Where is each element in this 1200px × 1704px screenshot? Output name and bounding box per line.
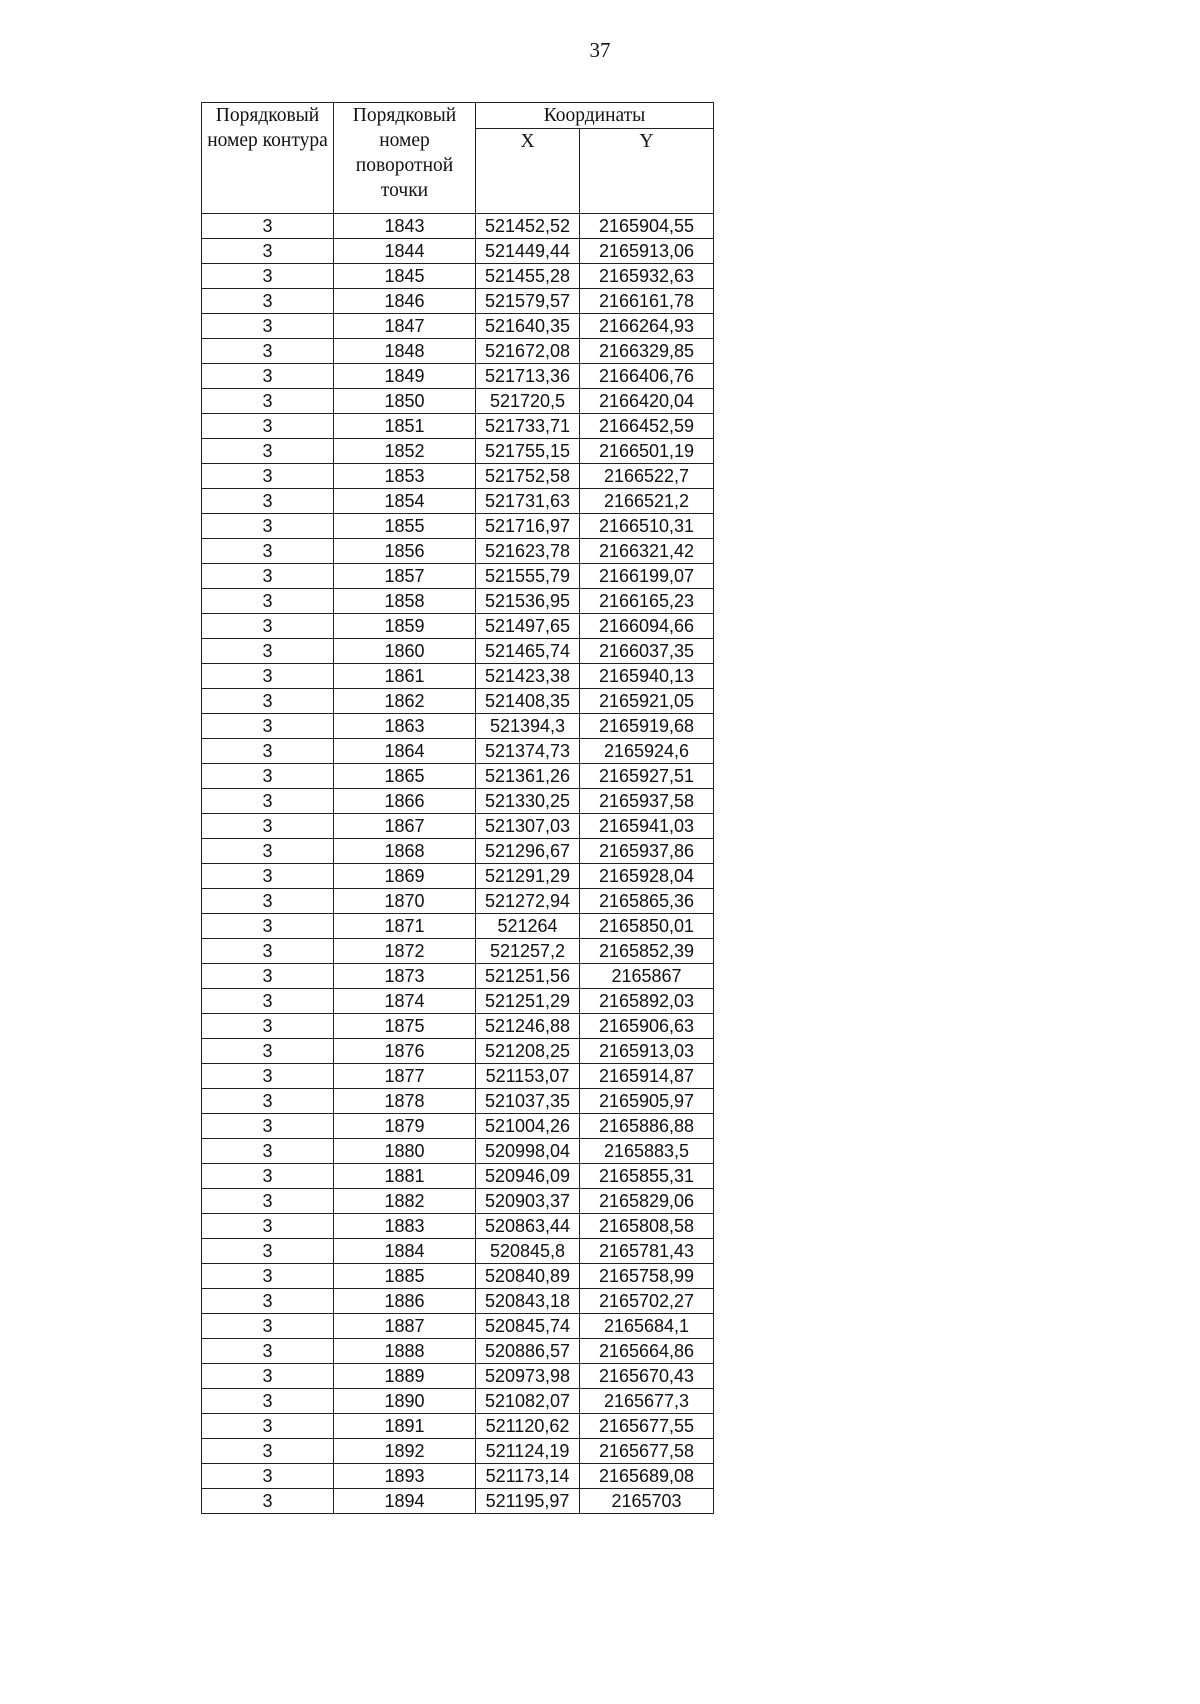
- y-coordinate-cell: 2165703: [580, 1489, 714, 1514]
- x-coordinate-cell: 521296,67: [476, 839, 580, 864]
- y-coordinate-cell: 2166165,23: [580, 589, 714, 614]
- table-row: [202, 314, 714, 339]
- y-coordinate-cell: 2166501,19: [580, 439, 714, 464]
- table-row: [202, 1164, 714, 1189]
- table-row: [202, 364, 714, 389]
- y-coordinate-cell: 2166420,04: [580, 389, 714, 414]
- y-coordinate-cell: 2165855,31: [580, 1164, 714, 1189]
- y-coordinate-cell: 2165886,88: [580, 1114, 714, 1139]
- y-coordinate-cell: 2165906,63: [580, 1014, 714, 1039]
- x-coordinate-cell: 521272,94: [476, 889, 580, 914]
- y-coordinate-cell: 2165867: [580, 964, 714, 989]
- contour-header-line2: номер контура: [207, 130, 328, 151]
- table-row: [202, 864, 714, 889]
- point-number-cell: 1847: [334, 314, 476, 339]
- table-row: [202, 614, 714, 639]
- x-coordinate-cell: 521455,28: [476, 264, 580, 289]
- point-number-cell: 1884: [334, 1239, 476, 1264]
- contour-number-cell: 3: [202, 1214, 334, 1239]
- y-coordinate-cell: 2165904,55: [580, 214, 714, 239]
- x-coordinate-cell: 521713,36: [476, 364, 580, 389]
- table-row: [202, 689, 714, 714]
- x-coordinate-cell: 521120,62: [476, 1414, 580, 1439]
- y-coordinate-cell: 2166452,59: [580, 414, 714, 439]
- x-coordinate-cell: 521579,57: [476, 289, 580, 314]
- contour-number-header: [202, 103, 334, 214]
- table-row: [202, 914, 714, 939]
- table-row: [202, 1189, 714, 1214]
- point-number-cell: 1893: [334, 1464, 476, 1489]
- x-coordinate-cell: 521251,29: [476, 989, 580, 1014]
- point-number-cell: 1887: [334, 1314, 476, 1339]
- table-row: [202, 1289, 714, 1314]
- table-row: [202, 1389, 714, 1414]
- table-row: [202, 1089, 714, 1114]
- contour-number-cell: 3: [202, 1239, 334, 1264]
- contour-number-cell: 3: [202, 414, 334, 439]
- x-coordinate-cell: 520843,18: [476, 1289, 580, 1314]
- table-row: [202, 339, 714, 364]
- point-number-cell: 1871: [334, 914, 476, 939]
- table-row: [202, 1114, 714, 1139]
- contour-number-cell: 3: [202, 714, 334, 739]
- table-row: [202, 1314, 714, 1339]
- point-number-cell: 1879: [334, 1114, 476, 1139]
- table-body: [202, 214, 714, 1514]
- x-coordinate-cell: 521004,26: [476, 1114, 580, 1139]
- point-number-cell: 1876: [334, 1039, 476, 1064]
- point-number-cell: 1882: [334, 1189, 476, 1214]
- table-row: [202, 1339, 714, 1364]
- table-row: [202, 1014, 714, 1039]
- point-number-cell: 1850: [334, 389, 476, 414]
- coordinates-table: [201, 102, 714, 1514]
- x-coordinate-cell: 521291,29: [476, 864, 580, 889]
- table-row: [202, 539, 714, 564]
- y-coordinate-cell: 2165684,1: [580, 1314, 714, 1339]
- point-number-cell: 1865: [334, 764, 476, 789]
- y-coordinate-cell: 2165883,5: [580, 1139, 714, 1164]
- x-coordinate-cell: 520863,44: [476, 1214, 580, 1239]
- y-coordinate-cell: 2165689,08: [580, 1464, 714, 1489]
- table-row: [202, 489, 714, 514]
- table-row: [202, 714, 714, 739]
- contour-number-cell: 3: [202, 1289, 334, 1314]
- table-row: [202, 939, 714, 964]
- x-coordinate-cell: 521497,65: [476, 614, 580, 639]
- y-coordinate-cell: 2165914,87: [580, 1064, 714, 1089]
- coordinates-header: Координаты: [476, 103, 714, 129]
- y-coordinate-cell: 2165670,43: [580, 1364, 714, 1389]
- contour-number-cell: 3: [202, 939, 334, 964]
- contour-number-cell: 3: [202, 739, 334, 764]
- contour-number-cell: 3: [202, 1389, 334, 1414]
- contour-number-cell: 3: [202, 664, 334, 689]
- x-coordinate-cell: 521330,25: [476, 789, 580, 814]
- y-coordinate-cell: 2166521,2: [580, 489, 714, 514]
- table-row: [202, 1489, 714, 1514]
- point-number-cell: 1873: [334, 964, 476, 989]
- point-number-header: [334, 103, 476, 214]
- contour-number-cell: 3: [202, 1114, 334, 1139]
- y-header: Y: [580, 129, 714, 214]
- point-number-cell: 1874: [334, 989, 476, 1014]
- y-coordinate-cell: 2165913,06: [580, 239, 714, 264]
- point-number-cell: 1869: [334, 864, 476, 889]
- point-number-cell: 1855: [334, 514, 476, 539]
- table-row: [202, 639, 714, 664]
- y-coordinate-cell: 2165829,06: [580, 1189, 714, 1214]
- contour-number-cell: 3: [202, 989, 334, 1014]
- x-coordinate-cell: 521731,63: [476, 489, 580, 514]
- y-coordinate-cell: 2165808,58: [580, 1214, 714, 1239]
- table-row: [202, 264, 714, 289]
- table-row: [202, 764, 714, 789]
- point-number-cell: 1888: [334, 1339, 476, 1364]
- contour-number-cell: 3: [202, 564, 334, 589]
- point-number-cell: 1886: [334, 1289, 476, 1314]
- x-coordinate-cell: 520845,74: [476, 1314, 580, 1339]
- y-coordinate-cell: 2165781,43: [580, 1239, 714, 1264]
- table-row: [202, 1214, 714, 1239]
- point-number-cell: 1877: [334, 1064, 476, 1089]
- point-number-cell: 1851: [334, 414, 476, 439]
- x-coordinate-cell: 520903,37: [476, 1189, 580, 1214]
- x-coordinate-cell: 521307,03: [476, 814, 580, 839]
- point-number-cell: 1845: [334, 264, 476, 289]
- contour-number-cell: 3: [202, 239, 334, 264]
- table-row: [202, 789, 714, 814]
- y-coordinate-cell: 2165941,03: [580, 814, 714, 839]
- table-row: [202, 1064, 714, 1089]
- contour-number-cell: 3: [202, 1464, 334, 1489]
- table-row: [202, 1439, 714, 1464]
- contour-number-cell: 3: [202, 314, 334, 339]
- x-coordinate-cell: 521195,97: [476, 1489, 580, 1514]
- table-row: [202, 1264, 714, 1289]
- point-header-line4: точки: [380, 180, 429, 201]
- y-coordinate-cell: 2165865,36: [580, 889, 714, 914]
- contour-number-cell: 3: [202, 264, 334, 289]
- contour-number-cell: 3: [202, 339, 334, 364]
- table-row: [202, 239, 714, 264]
- point-number-cell: 1859: [334, 614, 476, 639]
- x-coordinate-cell: 521361,26: [476, 764, 580, 789]
- y-coordinate-cell: 2165924,6: [580, 739, 714, 764]
- y-coordinate-cell: 2166406,76: [580, 364, 714, 389]
- point-number-cell: 1881: [334, 1164, 476, 1189]
- point-number-cell: 1863: [334, 714, 476, 739]
- point-number-cell: 1868: [334, 839, 476, 864]
- contour-number-cell: 3: [202, 1064, 334, 1089]
- table-row: [202, 1414, 714, 1439]
- point-number-cell: 1857: [334, 564, 476, 589]
- table-row: [202, 739, 714, 764]
- table-row: [202, 464, 714, 489]
- point-number-cell: 1875: [334, 1014, 476, 1039]
- table-row: [202, 889, 714, 914]
- contour-header-line1: Порядковый: [215, 105, 320, 126]
- x-coordinate-cell: 521672,08: [476, 339, 580, 364]
- page-number: 37: [589, 38, 611, 62]
- y-coordinate-cell: 2165921,05: [580, 689, 714, 714]
- x-coordinate-cell: 521251,56: [476, 964, 580, 989]
- contour-number-cell: 3: [202, 439, 334, 464]
- table-row: [202, 1239, 714, 1264]
- point-number-cell: 1860: [334, 639, 476, 664]
- y-coordinate-cell: 2166510,31: [580, 514, 714, 539]
- point-number-cell: 1880: [334, 1139, 476, 1164]
- contour-number-cell: 3: [202, 1014, 334, 1039]
- table-row: [202, 289, 714, 314]
- contour-number-cell: 3: [202, 539, 334, 564]
- point-number-cell: 1848: [334, 339, 476, 364]
- x-coordinate-cell: 521264: [476, 914, 580, 939]
- contour-number-cell: 3: [202, 1039, 334, 1064]
- x-coordinate-cell: 521082,07: [476, 1389, 580, 1414]
- x-coordinate-cell: 521720,5: [476, 389, 580, 414]
- point-header-line2: номер: [379, 130, 430, 151]
- contour-number-cell: 3: [202, 489, 334, 514]
- contour-number-cell: 3: [202, 789, 334, 814]
- y-coordinate-cell: 2166264,93: [580, 314, 714, 339]
- contour-number-cell: 3: [202, 864, 334, 889]
- point-number-cell: 1889: [334, 1364, 476, 1389]
- contour-number-cell: 3: [202, 1339, 334, 1364]
- table-row: [202, 814, 714, 839]
- y-coordinate-cell: 2165677,3: [580, 1389, 714, 1414]
- y-coordinate-cell: 2166199,07: [580, 564, 714, 589]
- y-coordinate-cell: 2165702,27: [580, 1289, 714, 1314]
- y-coordinate-cell: 2166094,66: [580, 614, 714, 639]
- y-coordinate-cell: 2165919,68: [580, 714, 714, 739]
- point-number-cell: 1846: [334, 289, 476, 314]
- contour-number-cell: 3: [202, 1164, 334, 1189]
- point-number-cell: 1872: [334, 939, 476, 964]
- x-coordinate-cell: 521257,2: [476, 939, 580, 964]
- table-row: [202, 564, 714, 589]
- table-row: [202, 389, 714, 414]
- x-coordinate-cell: 520840,89: [476, 1264, 580, 1289]
- x-coordinate-cell: 521423,38: [476, 664, 580, 689]
- y-coordinate-cell: 2165932,63: [580, 264, 714, 289]
- y-coordinate-cell: 2165913,03: [580, 1039, 714, 1064]
- table-row: [202, 1464, 714, 1489]
- y-coordinate-cell: 2165677,58: [580, 1439, 714, 1464]
- contour-number-cell: 3: [202, 814, 334, 839]
- x-coordinate-cell: 521716,97: [476, 514, 580, 539]
- x-coordinate-cell: 521555,79: [476, 564, 580, 589]
- y-coordinate-cell: 2166161,78: [580, 289, 714, 314]
- table-row: [202, 414, 714, 439]
- y-coordinate-cell: 2165677,55: [580, 1414, 714, 1439]
- y-coordinate-cell: 2165928,04: [580, 864, 714, 889]
- table-row: [202, 1364, 714, 1389]
- contour-number-cell: 3: [202, 964, 334, 989]
- x-coordinate-cell: 521640,35: [476, 314, 580, 339]
- x-coordinate-cell: 521124,19: [476, 1439, 580, 1464]
- table-row: [202, 439, 714, 464]
- y-coordinate-cell: 2165850,01: [580, 914, 714, 939]
- table-row: [202, 839, 714, 864]
- contour-number-cell: 3: [202, 389, 334, 414]
- contour-number-cell: 3: [202, 889, 334, 914]
- x-coordinate-cell: 520886,57: [476, 1339, 580, 1364]
- x-coordinate-cell: 521394,3: [476, 714, 580, 739]
- x-coordinate-cell: 520998,04: [476, 1139, 580, 1164]
- point-number-cell: 1861: [334, 664, 476, 689]
- contour-number-cell: 3: [202, 1489, 334, 1514]
- y-coordinate-cell: 2166037,35: [580, 639, 714, 664]
- contour-number-cell: 3: [202, 914, 334, 939]
- contour-number-cell: 3: [202, 514, 334, 539]
- x-coordinate-cell: 521208,25: [476, 1039, 580, 1064]
- y-coordinate-cell: 2165905,97: [580, 1089, 714, 1114]
- contour-number-cell: 3: [202, 614, 334, 639]
- y-coordinate-cell: 2166321,42: [580, 539, 714, 564]
- point-number-cell: 1864: [334, 739, 476, 764]
- contour-number-cell: 3: [202, 1189, 334, 1214]
- contour-number-cell: 3: [202, 289, 334, 314]
- contour-number-cell: 3: [202, 214, 334, 239]
- point-number-cell: 1852: [334, 439, 476, 464]
- point-number-cell: 1878: [334, 1089, 476, 1114]
- header-row: [202, 103, 714, 129]
- x-coordinate-cell: 520946,09: [476, 1164, 580, 1189]
- table-row: [202, 964, 714, 989]
- contour-number-cell: 3: [202, 764, 334, 789]
- point-number-cell: 1894: [334, 1489, 476, 1514]
- point-header-line3: поворотной: [355, 155, 454, 176]
- point-number-cell: 1885: [334, 1264, 476, 1289]
- x-coordinate-cell: 521752,58: [476, 464, 580, 489]
- contour-number-cell: 3: [202, 1264, 334, 1289]
- contour-number-cell: 3: [202, 1414, 334, 1439]
- y-coordinate-cell: 2165937,86: [580, 839, 714, 864]
- contour-number-cell: 3: [202, 1139, 334, 1164]
- y-coordinate-cell: 2165664,86: [580, 1339, 714, 1364]
- contour-number-cell: 3: [202, 839, 334, 864]
- contour-number-cell: 3: [202, 589, 334, 614]
- x-coordinate-cell: 521153,07: [476, 1064, 580, 1089]
- contour-number-cell: 3: [202, 1439, 334, 1464]
- point-number-cell: 1856: [334, 539, 476, 564]
- table-row: [202, 514, 714, 539]
- table-row: [202, 1139, 714, 1164]
- contour-number-cell: 3: [202, 689, 334, 714]
- table-row: [202, 989, 714, 1014]
- x-coordinate-cell: 521465,74: [476, 639, 580, 664]
- x-coordinate-cell: 520845,8: [476, 1239, 580, 1264]
- point-number-cell: 1870: [334, 889, 476, 914]
- contour-number-cell: 3: [202, 1089, 334, 1114]
- point-number-cell: 1892: [334, 1439, 476, 1464]
- x-coordinate-cell: 521452,52: [476, 214, 580, 239]
- point-number-cell: 1858: [334, 589, 476, 614]
- contour-number-cell: 3: [202, 1314, 334, 1339]
- x-coordinate-cell: 520973,98: [476, 1364, 580, 1389]
- point-number-cell: 1891: [334, 1414, 476, 1439]
- x-coordinate-cell: 521374,73: [476, 739, 580, 764]
- x-coordinate-cell: 521755,15: [476, 439, 580, 464]
- x-coordinate-cell: 521733,71: [476, 414, 580, 439]
- point-number-cell: 1849: [334, 364, 476, 389]
- point-number-cell: 1866: [334, 789, 476, 814]
- point-number-cell: 1862: [334, 689, 476, 714]
- x-coordinate-cell: 521246,88: [476, 1014, 580, 1039]
- y-coordinate-cell: 2165852,39: [580, 939, 714, 964]
- table-row: [202, 214, 714, 239]
- y-coordinate-cell: 2166329,85: [580, 339, 714, 364]
- point-number-cell: 1890: [334, 1389, 476, 1414]
- x-coordinate-cell: 521449,44: [476, 239, 580, 264]
- point-number-cell: 1844: [334, 239, 476, 264]
- y-coordinate-cell: 2165940,13: [580, 664, 714, 689]
- x-coordinate-cell: 521623,78: [476, 539, 580, 564]
- x-coordinate-cell: 521536,95: [476, 589, 580, 614]
- contour-number-cell: 3: [202, 364, 334, 389]
- point-number-cell: 1853: [334, 464, 476, 489]
- y-coordinate-cell: 2165937,58: [580, 789, 714, 814]
- y-coordinate-cell: 2165892,03: [580, 989, 714, 1014]
- x-coordinate-cell: 521173,14: [476, 1464, 580, 1489]
- point-header-line1: Порядковый: [352, 105, 457, 126]
- contour-number-cell: 3: [202, 1364, 334, 1389]
- contour-number-cell: 3: [202, 464, 334, 489]
- table-row: [202, 664, 714, 689]
- y-coordinate-cell: 2166522,7: [580, 464, 714, 489]
- table-row: [202, 589, 714, 614]
- point-number-cell: 1854: [334, 489, 476, 514]
- x-header: X: [476, 129, 580, 214]
- y-coordinate-cell: 2165927,51: [580, 764, 714, 789]
- point-number-cell: 1867: [334, 814, 476, 839]
- y-coordinate-cell: 2165758,99: [580, 1264, 714, 1289]
- contour-number-cell: 3: [202, 639, 334, 664]
- point-number-cell: 1843: [334, 214, 476, 239]
- x-coordinate-cell: 521408,35: [476, 689, 580, 714]
- x-coordinate-cell: 521037,35: [476, 1089, 580, 1114]
- point-number-cell: 1883: [334, 1214, 476, 1239]
- table-row: [202, 1039, 714, 1064]
